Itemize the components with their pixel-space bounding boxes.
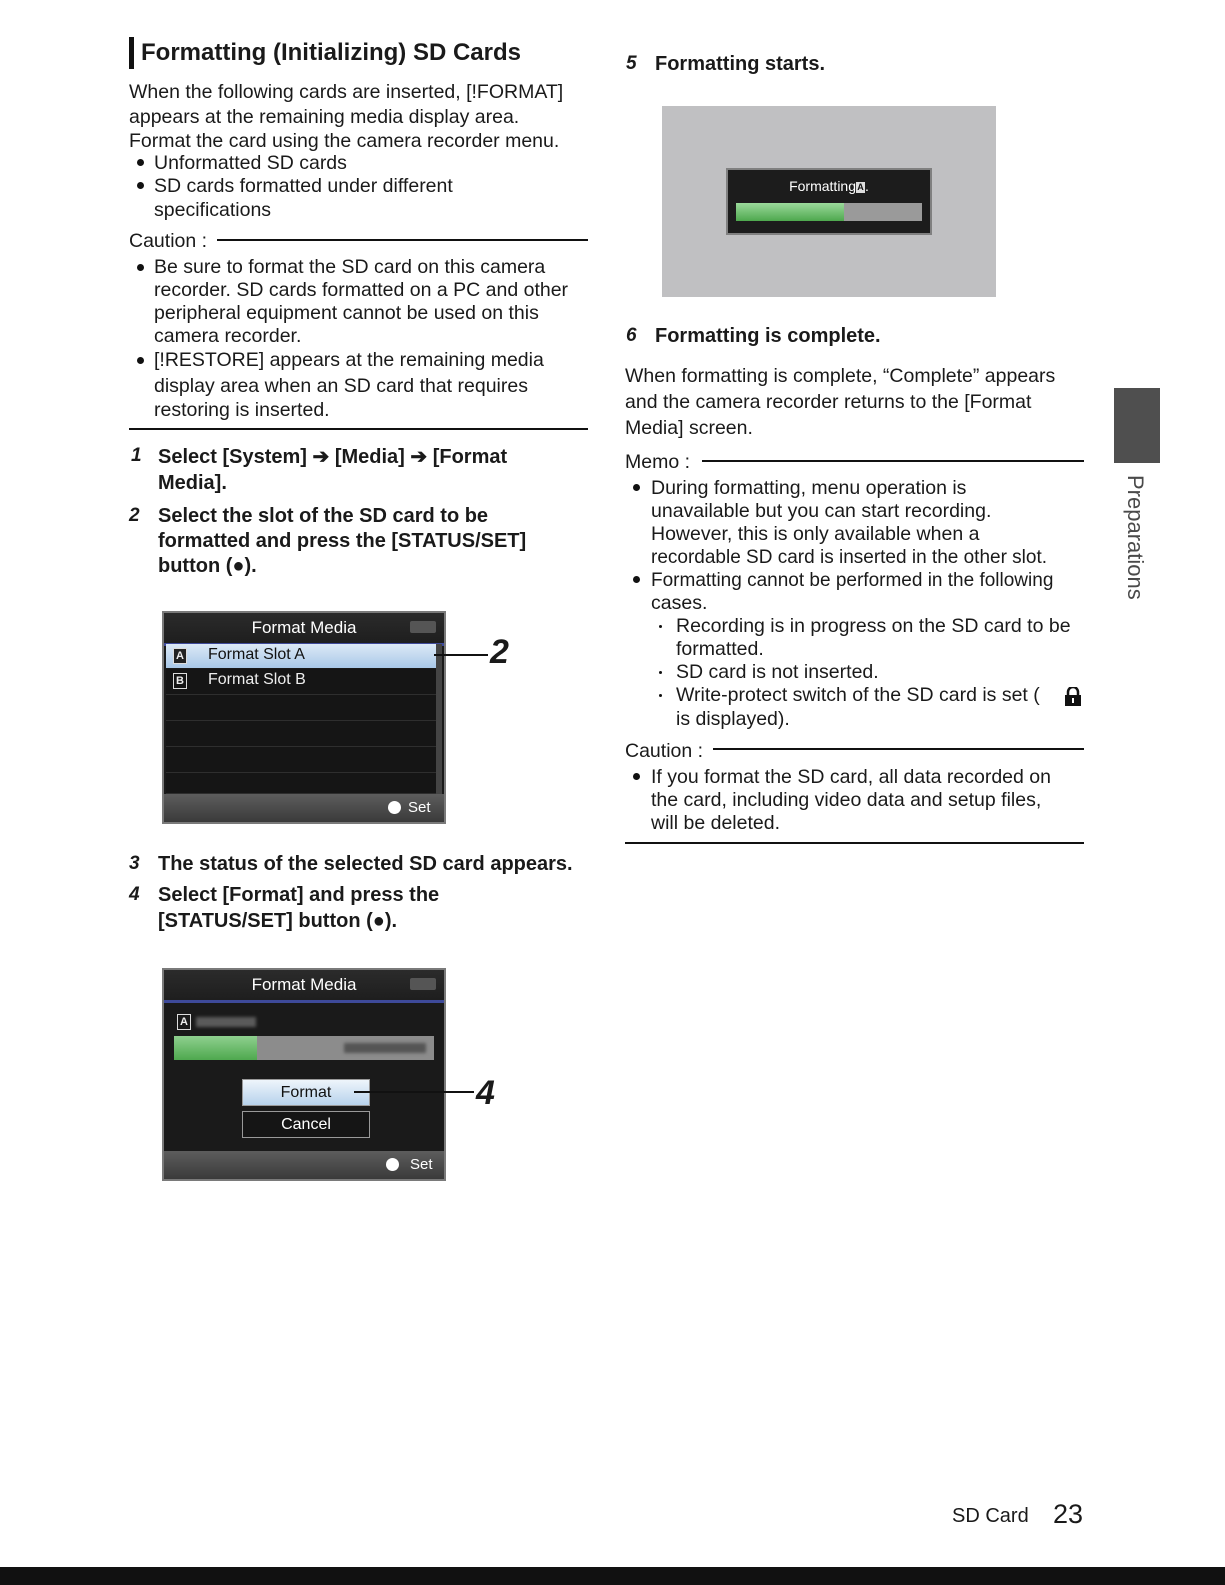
step-4-line-1: Select [Format] and press the [158,884,440,906]
screen-title: Format Media [164,613,444,646]
set-button-icon [388,801,401,814]
callout-2: 2 [490,633,509,671]
bullet-dot [137,159,144,166]
cancel-button[interactable]: Cancel [242,1111,370,1138]
step-6: Formatting is complete. [655,325,881,347]
bullet-dot [137,357,144,364]
memo-bullet-2-line-2: cases. [651,592,708,614]
sub-bullet-dot [659,671,662,674]
caution-bullet-2-line-1: [!RESTORE] appears at the remaining media [154,349,544,371]
bullet-dot [137,264,144,271]
format-confirm-screen [162,968,446,1181]
screen-title: Format Media [164,970,444,1003]
lock-icon [1063,687,1083,711]
slot-a-badge: A [857,181,864,192]
remaining-media-bar [174,1036,434,1060]
step-1-line-2: Media]. [158,472,227,494]
memo-rule [702,460,1084,462]
remaining-media-fill [174,1036,257,1060]
bullet-dot [633,484,640,491]
side-tab-label: Preparations [1123,475,1148,600]
step-2-line-1: Select the slot of the SD card to be [158,505,489,527]
bullet-dot [633,773,640,780]
footer-section: SD Card [952,1505,1029,1527]
memo-bullet-1-line-2: unavailable but you can start recording. [651,500,992,522]
caution-end-rule [625,842,1084,844]
caution-bullet-1-line-3: peripheral equipment cannot be used on this [154,302,539,324]
bullet-dot [137,182,144,189]
memo-bullet-1-line-4: recordable SD card is inserted in the other slot. [651,547,1048,568]
bottom-edge-bar [0,1567,1225,1585]
caution-bullet-1-line-4: camera recorder. [154,325,302,347]
section-title: Formatting (Initializing) SD Cards [141,39,522,66]
format-button[interactable]: Format [242,1079,370,1106]
blurred-slot-info [196,1017,256,1027]
blurred-capacity [344,1043,426,1053]
caution-label: Caution : [625,740,704,762]
memo-sub-3-line-1: Write-protect switch of the SD card is set ( [676,684,1040,706]
set-label: Set [410,1156,433,1173]
set-button-icon [386,1158,399,1171]
intro-bullet-2-line-1: SD cards formatted under different [154,175,453,197]
slot-a-badge: A [177,1014,191,1030]
step-number: 5 [626,53,637,74]
bullet-dot [633,576,640,583]
screen-footer [164,1151,444,1179]
empty-row [166,747,436,773]
step-number: 4 [129,884,140,905]
section-title-bar [129,37,134,69]
caution-rule [217,239,588,241]
memo-bullet-1-line-3: However, this is only available when a [651,523,980,545]
step-number: 1 [131,445,142,466]
memo-label: Memo : [625,451,691,473]
caution-end-rule [129,428,588,430]
caution-bullet-line-3: will be deleted. [651,812,780,834]
memo-sub-3-line-2: is displayed). [676,708,790,730]
battery-icon [410,621,436,633]
step-3-line-1: The status of the selected SD card appears. [158,853,573,875]
page-number: 23 [1053,1499,1084,1529]
caution-bullet-line-2: the card, including video data and setup files, [651,789,1042,811]
empty-row [166,721,436,747]
format-slot-a-label: Format Slot A [208,646,305,663]
caution-bullet-1-line-2: recorder. SD cards formatted on a PC and other [154,279,569,301]
formatting-suffix: . [865,178,869,194]
memo-sub-1-line-2: formatted. [676,638,764,660]
caution-bullet-2-line-2: display area when an SD card that requires [154,375,528,397]
format-slot-b-label: Format Slot B [208,671,306,688]
sub-bullet-dot [659,694,662,697]
intro-line-2: appears at the remaining media display area. [129,106,520,128]
empty-row [166,773,436,794]
callout-line [434,654,488,656]
formatting-progress-fill [736,203,844,221]
formatting-dialog [726,168,932,235]
intro-bullet-2-line-2: specifications [154,199,272,221]
set-label: Set [408,799,431,816]
formatting-progress [736,203,922,221]
slot-a-badge: A [173,648,187,664]
chapter-tab-marker [1114,388,1160,463]
step-4-line-2: [STATUS/SET] button (●). [158,910,398,932]
complete-line-1: When formatting is complete, “Complete” appears [625,365,1056,387]
complete-line-2: and the camera recorder returns to the [Format [625,391,1032,413]
callout-line [354,1091,474,1093]
caution-label: Caution : [129,230,208,252]
intro-line-3: Format the card using the camera recorder menu. [129,130,560,152]
slot-b-badge: B [173,673,187,689]
step-number: 6 [626,325,637,346]
sub-bullet-dot [659,625,662,628]
screen-footer [164,794,444,822]
complete-line-3: Media] screen. [625,417,753,439]
caution-bullet-line-1: If you format the SD card, all data recorded on [651,766,1051,788]
format-slot-a-item[interactable] [166,644,436,668]
caution-rule [713,748,1084,750]
step-5: Formatting starts. [655,53,826,75]
formatting-screen [662,106,996,297]
step-2-line-3: button (●). [158,555,257,577]
caution-bullet-2-line-3: restoring is inserted. [154,399,330,421]
callout-4: 4 [476,1074,495,1112]
memo-bullet-1-line-1: During formatting, menu operation is [651,477,967,499]
memo-bullet-2-line-1: Formatting cannot be performed in the following [651,570,1054,591]
format-slot-b-item[interactable] [166,669,436,695]
intro-bullet-1: Unformatted SD cards [154,152,347,174]
battery-icon [410,978,436,990]
formatting-text: Formatting [789,178,857,194]
step-number: 2 [129,505,140,526]
caution-bullet-1-line-1: Be sure to format the SD card on this camera [154,256,546,278]
step-number: 3 [129,853,140,874]
scrollbar[interactable] [436,644,442,794]
formatting-status [728,178,930,194]
empty-row [166,695,436,721]
memo-sub-1-line-1: Recording is in progress on the SD card to be [676,615,1071,637]
step-2-line-2: formatted and press the [STATUS/SET] [158,530,527,552]
memo-sub-2: SD card is not inserted. [676,661,879,683]
intro-line-1: When the following cards are inserted, [!FORMAT] [129,81,564,103]
step-1-line-1: Select [System] ➔ [Media] ➔ [Format [158,446,508,468]
format-media-screen [162,611,446,824]
